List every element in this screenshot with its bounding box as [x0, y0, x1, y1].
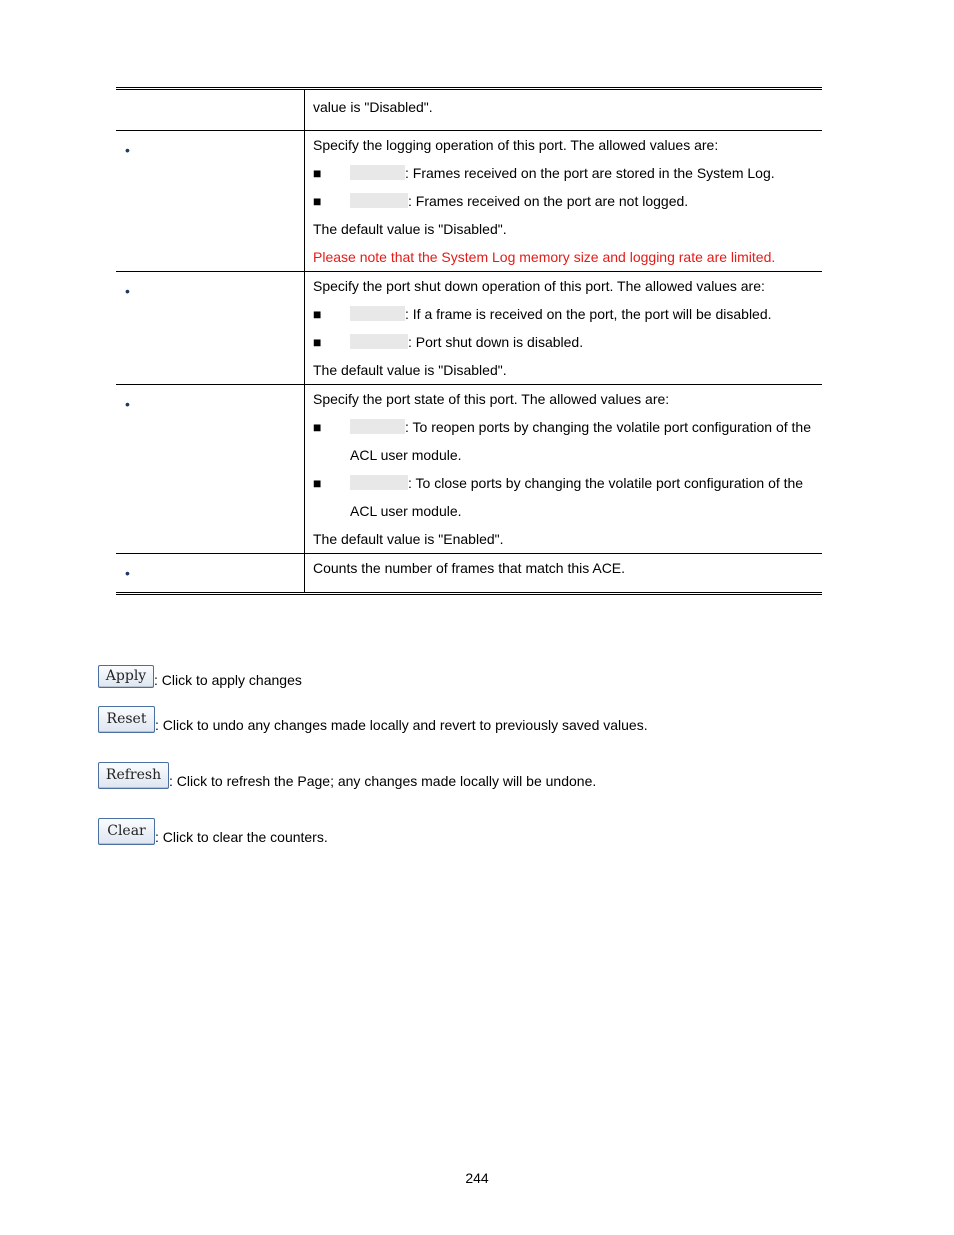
desc-intro: Specify the logging operation of this port. The allowed values are: — [313, 137, 719, 153]
table-row-counter — [116, 553, 822, 592]
reset-row — [98, 706, 648, 733]
param-desc-cell — [305, 385, 822, 553]
clear-row — [98, 818, 328, 845]
desc-default: The default value is "Disabled". — [313, 221, 507, 237]
refresh-desc: : Click to refresh the Page; any changes made locally will be undone. — [169, 773, 597, 789]
option-item — [313, 328, 814, 356]
refresh-row — [98, 762, 596, 789]
bullet: • — [125, 565, 130, 581]
option-placeholder — [350, 306, 405, 321]
square-bullet-icon: ■ — [313, 165, 322, 181]
square-bullet-icon: ■ — [313, 475, 322, 491]
reset-button[interactable]: Reset — [98, 706, 155, 733]
desc-text: value is "Disabled". — [313, 99, 433, 115]
page-number: 244 — [465, 1170, 489, 1186]
apply-desc: : Click to apply changes — [154, 672, 302, 688]
param-name-cell — [116, 272, 305, 384]
param-desc-cell — [305, 554, 822, 592]
option-text-cont: ACL user module. — [350, 447, 462, 463]
apply-button[interactable]: Apply — [98, 665, 154, 688]
option-placeholder — [350, 334, 408, 349]
param-name-cell — [116, 385, 305, 553]
option-placeholder — [350, 193, 408, 208]
param-name-cell — [116, 554, 305, 592]
desc-default: The default value is "Enabled". — [313, 531, 504, 547]
reset-desc: : Click to undo any changes made locally and revert to previously saved values. — [155, 717, 648, 733]
option-placeholder — [350, 419, 405, 434]
param-name-cell — [116, 131, 305, 271]
param-desc-cell — [305, 272, 822, 384]
table-row-shutdown — [116, 271, 822, 384]
bullet: • — [125, 396, 130, 412]
option-text: : Port shut down is disabled. — [408, 334, 584, 350]
apply-row — [98, 665, 302, 688]
option-item — [313, 159, 814, 187]
square-bullet-icon: ■ — [313, 334, 322, 350]
desc-intro: Specify the port shut down operation of this port. The allowed values are: — [313, 278, 765, 294]
option-text: : To close ports by changing the volatile port configuration of the — [408, 475, 804, 491]
option-text: : Frames received on the port are stored in the System Log. — [405, 165, 775, 181]
option-text: : If a frame is received on the port, the port will be disabled. — [405, 306, 772, 322]
clear-button[interactable]: Clear — [98, 818, 155, 845]
desc-default: The default value is "Disabled". — [313, 362, 507, 378]
option-text: : Frames received on the port are not logged. — [408, 193, 689, 209]
bullet: • — [125, 142, 130, 158]
option-placeholder — [350, 165, 405, 180]
option-placeholder — [350, 475, 408, 490]
option-item — [313, 469, 814, 525]
table-row-state — [116, 384, 822, 553]
desc-note: Please note that the System Log memory size and logging rate are limited. — [313, 249, 776, 265]
table-row — [116, 90, 822, 130]
param-name-cell — [116, 90, 305, 130]
param-desc-cell — [305, 90, 822, 130]
desc-text: Counts the number of frames that match this ACE. — [313, 560, 626, 576]
option-item — [313, 413, 814, 469]
square-bullet-icon: ■ — [313, 306, 322, 322]
desc-intro: Specify the port state of this port. The allowed values are: — [313, 391, 670, 407]
refresh-button[interactable]: Refresh — [98, 762, 169, 789]
param-desc-cell — [305, 131, 822, 271]
square-bullet-icon: ■ — [313, 193, 322, 209]
option-item — [313, 187, 814, 215]
parameter-table — [116, 87, 822, 595]
option-text: : To reopen ports by changing the volatile port configuration of the — [405, 419, 812, 435]
option-item — [313, 300, 814, 328]
clear-desc: : Click to clear the counters. — [155, 829, 328, 845]
table-row-logging — [116, 130, 822, 271]
bullet: • — [125, 283, 130, 299]
square-bullet-icon: ■ — [313, 419, 322, 435]
option-text-cont: ACL user module. — [350, 503, 462, 519]
